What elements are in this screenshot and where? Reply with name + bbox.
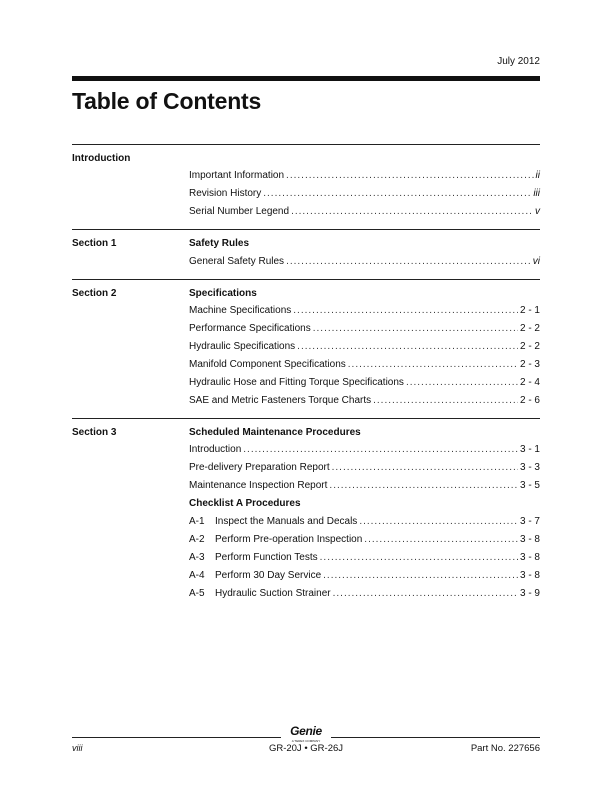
entry-number: A-1 [189,516,205,527]
entry-page: iii [533,188,540,199]
section-heading: Safety Rules [189,238,250,249]
divider [72,279,540,280]
entry-title: Inspect the Manuals and Decals [215,516,358,527]
entry-number: A-2 [189,534,205,545]
divider [72,418,540,419]
section-label: Section 2 [72,288,117,299]
entry-page: vi [532,256,540,267]
entry-page: 3 - 5 [519,480,540,491]
entry-title: Revision History [189,188,262,199]
section-heading: Specifications [189,288,257,299]
footer-part-number: Part No. 227656 [470,743,540,754]
entry-number: A-3 [189,552,205,563]
leader-dots [263,188,531,199]
entry-page: 3 - 9 [519,588,540,599]
toc-entry[interactable] [189,256,540,267]
entry-title: Important Information [189,170,285,181]
toc-entry[interactable] [189,534,540,545]
entry-page: 3 - 8 [519,534,540,545]
divider [72,229,540,230]
section-label: Section 1 [72,238,117,249]
toc-entry[interactable] [189,341,540,352]
toc-entry[interactable] [189,516,540,527]
toc-entry[interactable] [189,570,540,581]
entry-page: 3 - 8 [519,552,540,563]
footer-page-number: viii [72,743,83,753]
entry-title: General Safety Rules [189,256,285,267]
leader-dots [364,534,518,545]
entry-page: 2 - 6 [519,395,540,406]
toc-entry[interactable] [189,588,540,599]
entry-title: Perform 30 Day Service [215,570,322,581]
section-label: Section 3 [72,427,117,438]
entry-title: SAE and Metric Fasteners Torque Charts [189,395,372,406]
entry-title: Perform Function Tests [215,552,318,563]
entry-page: 3 - 8 [519,570,540,581]
divider [72,144,540,145]
entry-title: Serial Number Legend [189,206,290,217]
entry-title: Machine Specifications [189,305,292,316]
toc-entry[interactable] [189,359,540,370]
footer-model: GR-20J • GR-26J [268,743,344,754]
entry-page: 3 - 3 [519,462,540,473]
leader-dots [332,462,518,473]
leader-dots [348,359,518,370]
entry-title: Hydraulic Suction Strainer [215,588,331,599]
entry-title: Perform Pre-operation Inspection [215,534,363,545]
entry-page: 2 - 2 [519,341,540,352]
header-rule [72,76,540,81]
leader-dots [286,256,531,267]
entry-title: Manifold Component Specifications [189,359,346,370]
entry-page: 3 - 1 [519,444,540,455]
toc-entry[interactable] [189,188,540,199]
genie-logo [281,722,331,743]
leader-dots [406,377,518,388]
logo-text: Genie [290,724,322,738]
leader-dots [286,170,534,181]
entry-title: Maintenance Inspection Report [189,480,328,491]
document-date: July 2012 [497,56,540,67]
entry-title: Introduction [189,444,242,455]
entry-title: Pre-delivery Preparation Report [189,462,330,473]
leader-dots [359,516,518,527]
entry-title: Performance Specifications [189,323,311,334]
section-label: Introduction [72,153,131,164]
logo-subtext: A TEREX COMPANY [291,739,321,743]
toc-entry[interactable] [189,444,540,455]
leader-dots [243,444,518,455]
leader-dots [323,570,518,581]
toc-entry[interactable] [189,305,540,316]
entry-number: A-5 [189,588,205,599]
toc-entry[interactable] [189,323,540,334]
entry-page: 2 - 1 [519,305,540,316]
toc-entry[interactable] [189,170,540,181]
subsection-heading: Checklist A Procedures [189,498,301,509]
toc-entry[interactable] [189,395,540,406]
leader-dots [293,305,518,316]
entry-title: Hydraulic Specifications [189,341,296,352]
entry-page: 2 - 2 [519,323,540,334]
toc-entry[interactable] [189,462,540,473]
entry-page: ii [535,170,540,181]
leader-dots [291,206,533,217]
entry-page: 3 - 7 [519,516,540,527]
entry-page: v [535,206,540,217]
toc-entry[interactable] [189,377,540,388]
leader-dots [333,588,518,599]
entry-title: Hydraulic Hose and Fitting Torque Specifications [189,377,404,388]
leader-dots [329,480,518,491]
toc-entry[interactable] [189,552,540,563]
entry-page: 2 - 4 [519,377,540,388]
page-title: Table of Contents [72,88,262,114]
section-heading: Scheduled Maintenance Procedures [189,427,361,438]
toc-entry[interactable] [189,206,540,217]
entry-number: A-4 [189,570,205,581]
leader-dots [313,323,518,334]
leader-dots [373,395,518,406]
leader-dots [320,552,518,563]
leader-dots [297,341,518,352]
entry-page: 2 - 3 [519,359,540,370]
toc-entry[interactable] [189,480,540,491]
